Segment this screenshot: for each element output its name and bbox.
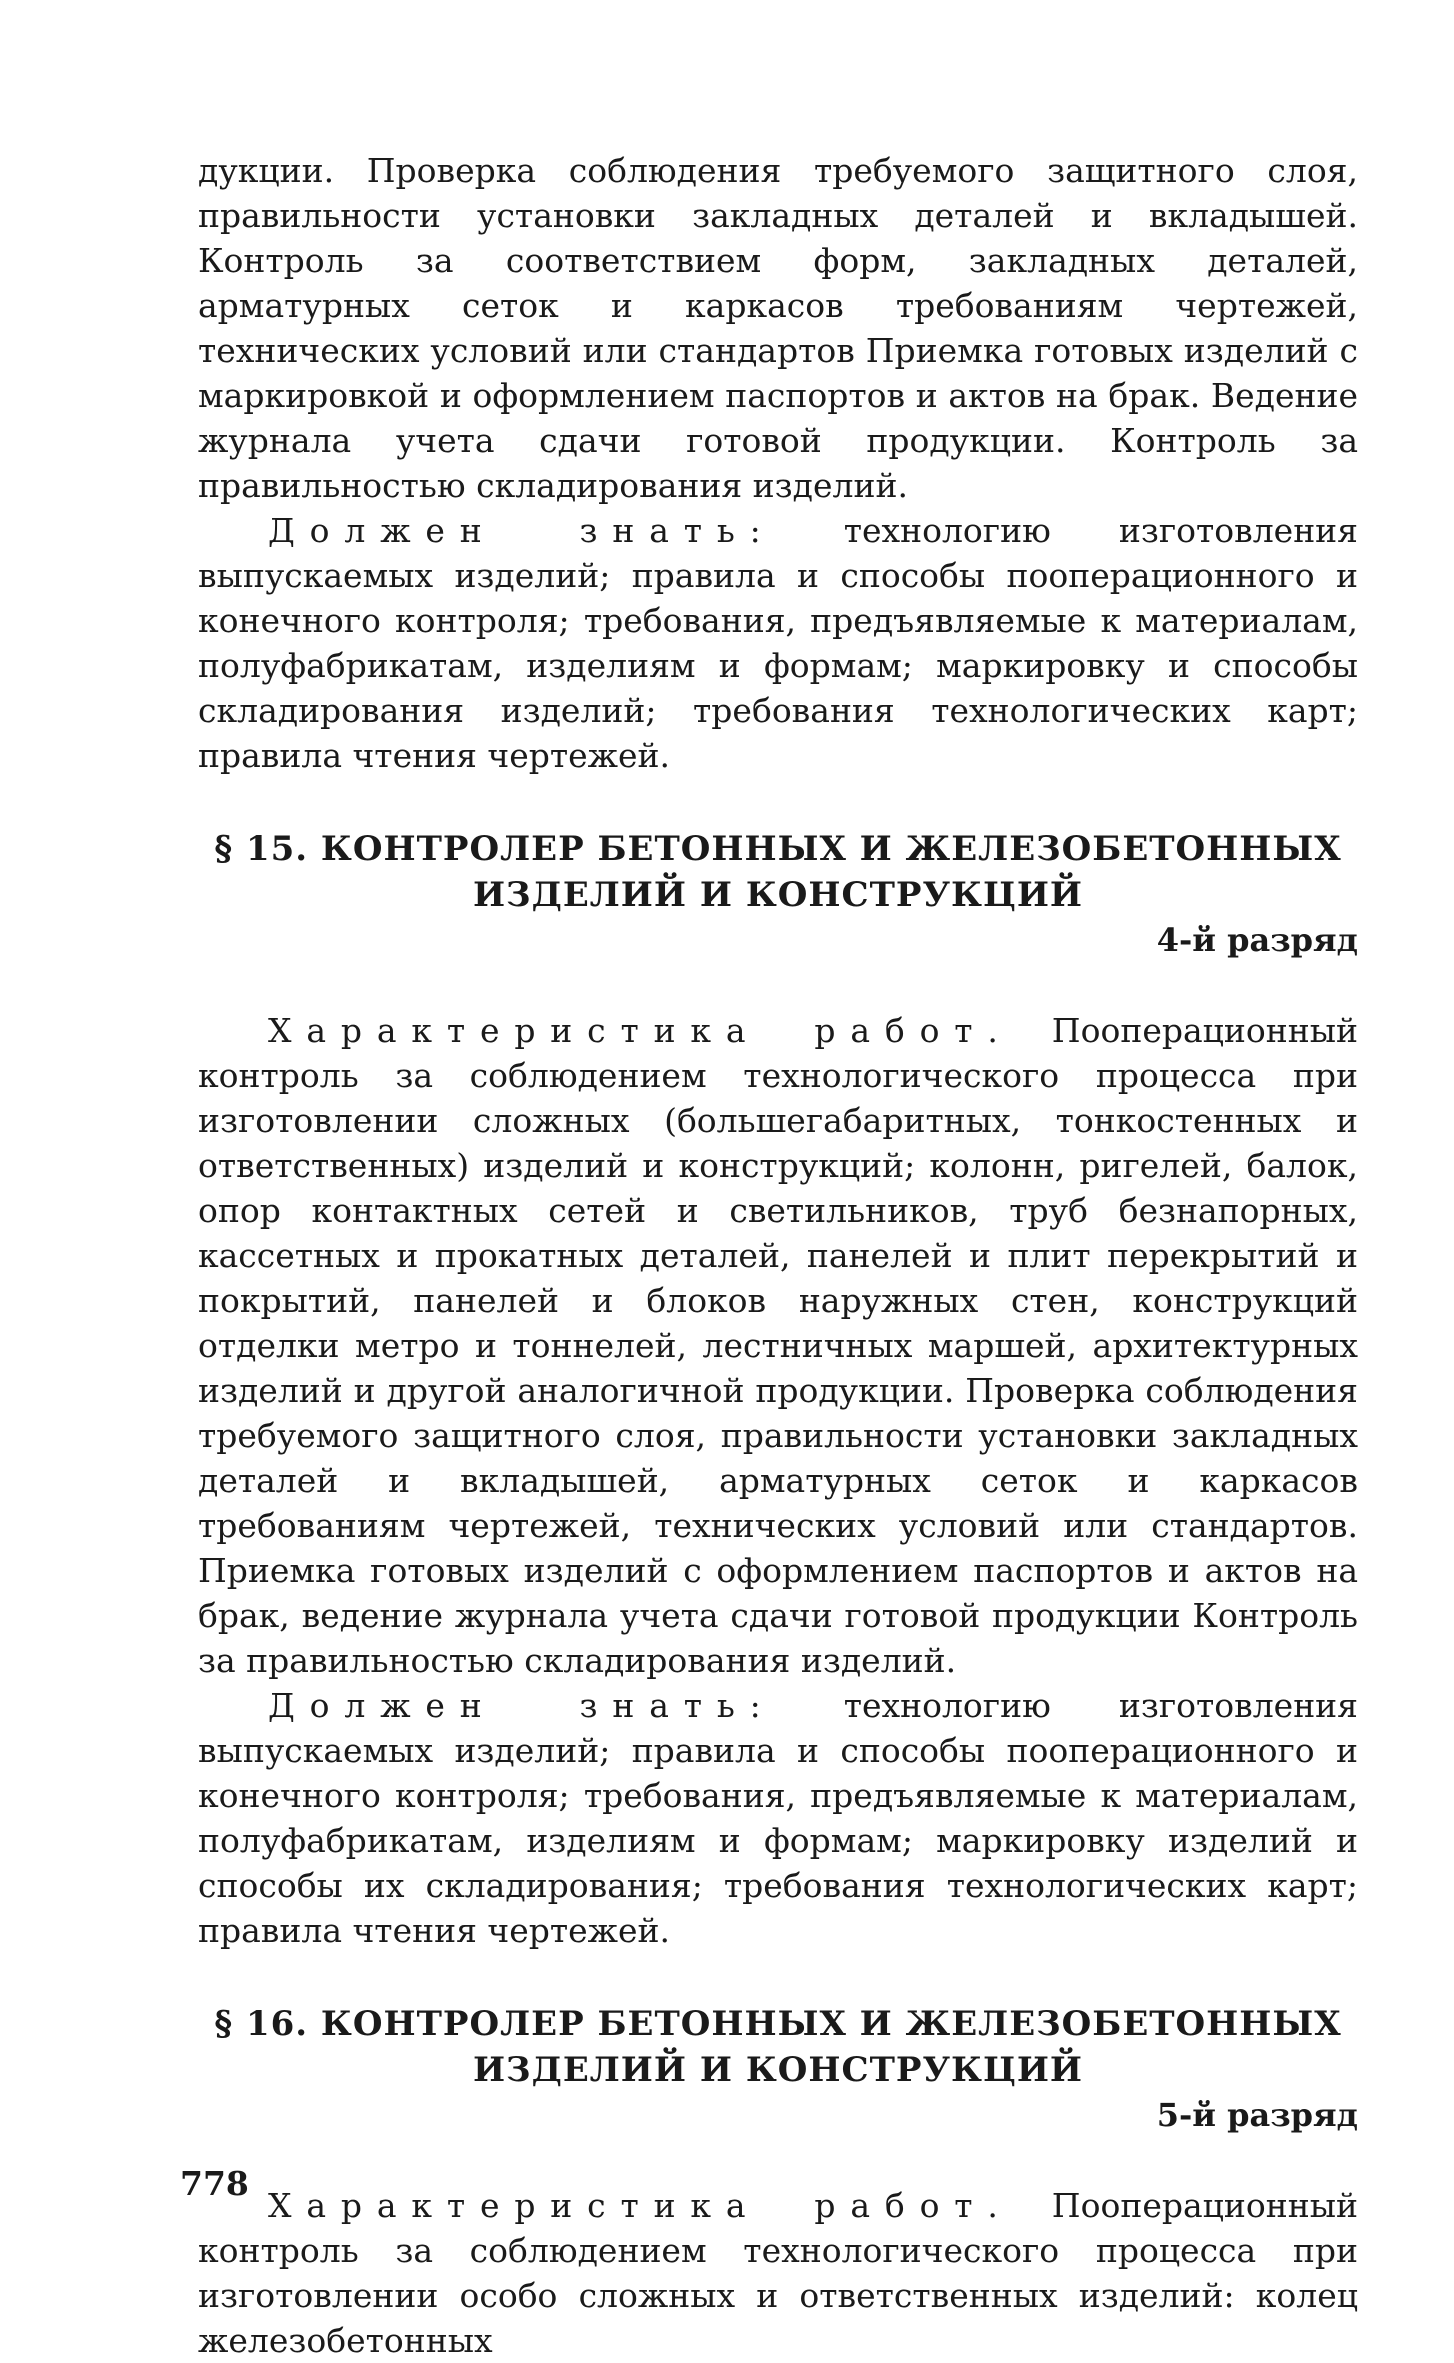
section-15-work-paragraph [198,1008,1358,1683]
section-16-rank: 5-й разряд [1156,2096,1358,2134]
section-15-rank: 4-й разряд [1156,921,1358,959]
page-body [198,148,1358,2363]
work-text: Пооперационный контроль за соблюдением технологического процесса при изготовлении особо сложных и ответственных изделий: колец железобетонных [198,2186,1358,2360]
section-15-must-know-paragraph [198,1683,1358,1953]
spacer [198,778,1358,826]
section-16-work-paragraph [198,2183,1358,2363]
must-know-text: технологию изготовления выпускаемых изделий; правила и способы пооперационного и конечного контроля; требования, предъявляемые к материалам, полуфабрикатам, изделиям и формам; маркировку изделий и способы их складирования; требования технологических карт; правила чтения чертежей. [198,1686,1358,1950]
must-know-lead: Должен знать: [268,511,776,550]
section-16-heading-line-1: § 16. КОНТРОЛЕР БЕТОННЫХ И ЖЕЛЕЗОБЕТОННЫХ [214,2004,1342,2044]
work-text: Пооперационный контроль за соблюдением технологического процесса при изготовлении сложных (большегабаритных, тонкостенных и ответственных) изделий и конструкций; колонн, ригелей, балок, опор контактных сетей и светильников, труб безнапорных, кассетных и прокатных деталей, панелей и плит перекрытий и покрытий, панелей и блоков наружных стен, конструкций отделки метро и тоннелей, лестничных маршей, архитектурных изделий и другой аналогичной продукции. Проверка соблюдения требуемого защитного слоя, правильности установки закладных деталей и вкладышей, арматурных сеток и каркасов требованиям чертежей, технических условий или стандартов. Приемка готовых изделий с оформлением паспортов и актов на брак, ведение журнала учета сдачи готовой продукции Контроль за правильностью складирования изделий. [198,1011,1358,1680]
must-know-text: технологию изготовления выпускаемых изделий; правила и способы пооперационного и конечного контроля; требования, предъявляемые к материалам, полуфабрикатам, изделиям и формам; маркировку и способы складирования изделий; требования технологических карт; правила чтения чертежей. [198,511,1358,775]
paragraph-must-know [198,508,1358,778]
section-15-heading-line-2: ИЗДЕЛИЙ И КОНСТРУКЦИЙ [472,875,1084,915]
paragraph-continuation [198,148,1358,508]
section-15-heading-line-1: § 15. КОНТРОЛЕР БЕТОННЫХ И ЖЕЛЕЗОБЕТОННЫХ [214,829,1342,869]
paragraph-text: дукции. Проверка соблюдения требуемого защитного слоя, правильности установки закладных деталей и вкладышей. Контроль за соответствием форм, закладных деталей, арматурных сеток и каркасов требованиям чертежей, технических условий или стандартов Приемка готовых изделий с маркировкой и оформлением паспортов и актов на брак. Ведение журнала учета сдачи готовой продукции. Контроль за правильностью складирования изделий. [198,151,1358,505]
spacer [198,2137,1358,2183]
work-lead: Характеристика работ. [268,2186,1013,2225]
spacer [198,1953,1358,2001]
section-16-heading-line-2: ИЗДЕЛИЙ И КОНСТРУКЦИЙ [472,2050,1084,2090]
page-number: 778 [180,2164,249,2203]
must-know-lead: Должен знать: [268,1686,776,1725]
work-lead: Характеристика работ. [268,1011,1013,1050]
spacer [198,962,1358,1008]
